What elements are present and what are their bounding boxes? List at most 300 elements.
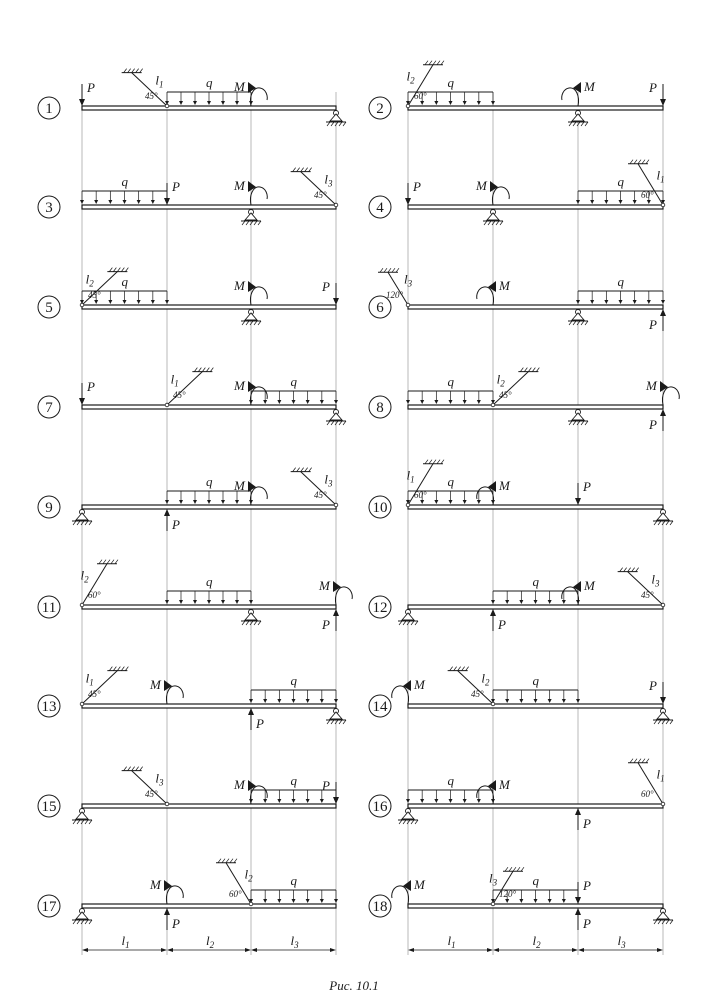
support-triangle [330,114,342,121]
figure-caption: Рис. 10.1 [329,978,379,993]
support-hatch [85,920,88,924]
load-arrow-head [221,101,225,105]
rod-fixed-hatch [520,368,523,372]
load-label-q-symbol: q [290,374,297,389]
support-hatch [662,521,665,525]
dimension-arrow-right [657,948,663,952]
support-triangle [657,513,669,520]
force-arrow-head [333,298,339,305]
rod-hinge-bottom [406,303,410,307]
rod-length-label-index: 2 [84,574,89,585]
point-force-second [575,908,591,931]
support-hatch [335,421,338,425]
support-hatch [654,920,657,924]
load-arrow-head [179,500,183,504]
load-arrow-head [633,200,637,204]
load-arrow-head [562,899,566,903]
moment-label-M [413,877,426,892]
dimension-arrow-right [330,948,336,952]
point-force [248,708,264,731]
force-label-P-symbol: P [583,479,591,494]
force-label-P-symbol: P [413,179,421,194]
support-triangle [572,313,584,320]
moment-label-M-symbol: M [234,278,245,293]
load-arrow-head [420,500,424,504]
rod-angle-label: 45° [471,689,484,699]
rod-length-label [407,68,416,85]
force-arrow-head [660,697,666,704]
rod-angle-label: 60° [88,590,101,600]
load-arrow-head [165,500,169,504]
load-label-q-symbol: q [447,474,454,489]
beam [82,704,336,708]
load-label-q-symbol: q [121,274,128,289]
distributed-load [491,574,580,604]
support-hatch [343,122,346,126]
moment-label-M [645,378,658,393]
load-label-q [206,474,213,489]
inclined-rod [80,560,118,607]
moment-label-M [233,79,246,94]
rod-fixed-hatch [513,867,516,871]
rod-fixed-hatch [433,61,436,65]
load-arrow-head [604,200,608,204]
load-label-q [206,574,213,589]
beam [408,505,663,509]
load-label-q-symbol: q [206,75,213,90]
support-hatch [411,621,414,625]
load-arrow-head [576,300,580,304]
rod-fixed-hatch [630,759,633,763]
rod-fixed-hatch [454,667,457,671]
rod-fixed-hatch [103,560,106,564]
span-label [618,933,627,950]
force-label-P [582,878,591,893]
moment-label-M-symbol: M [584,578,595,593]
moment-label-M-symbol: M [499,478,510,493]
load-arrow-head [263,400,267,404]
scheme-number: 2 [376,101,384,117]
moment-arrow-head [248,181,256,192]
moment-arc [662,387,679,405]
load-arrow-head [519,899,523,903]
moment-label-M [498,777,511,792]
scheme-3 [38,168,338,225]
support-hatch [85,820,88,824]
support-hatch [254,221,257,225]
load-arrow-head [94,200,98,204]
rod-fixed-hatch [305,168,308,172]
scheme-number: 18 [372,899,388,915]
load-arrow-head [108,200,112,204]
scheme-18 [369,867,673,931]
moment-arrow-head [248,481,256,492]
support-hatch [403,621,406,625]
load-arrow-head [619,300,623,304]
scheme-number: 13 [41,699,57,715]
rod-length-label [407,467,415,484]
rod-length-label-index: 1 [660,773,665,784]
moment-arc [392,886,409,904]
rod-hinge-bottom [165,104,169,108]
load-arrow-head [449,400,453,404]
support-hatch [242,321,245,325]
support-triangle [402,613,414,620]
rod-fixed-hatch [642,759,645,763]
load-arrow-head [562,600,566,604]
load-arrow-head [406,400,410,404]
load-arrow-head [477,400,481,404]
rod-length-label-symbol: l [155,72,159,88]
rod-hinge-bottom [334,203,338,207]
scheme-9 [38,468,338,532]
rod-length-label-symbol: l [170,371,175,387]
support-hatch [670,920,673,924]
force-arrow-head [575,897,581,904]
rod-angle-label: 45° [499,390,512,400]
force-label-P [582,479,591,494]
moment-arrow-head [403,880,411,891]
load-label-q [618,174,625,189]
support-hatch [77,521,80,525]
scheme-number: 16 [372,799,388,815]
moment-label-M-symbol: M [150,677,161,692]
rod-fixed-hatch [113,268,116,272]
force-arrow-head [575,808,581,815]
scheme-2 [369,61,666,126]
rod-length-label [81,567,90,584]
support-hatch [339,720,342,724]
rod-fixed-hatch [124,69,127,73]
rod-angle-label: 45° [314,490,327,500]
force-label-P-symbol: P [583,916,591,931]
moment-arrow-head [488,780,496,791]
rod-fixed-hatch [524,368,527,372]
point-force [575,808,591,831]
scheme-17 [38,859,338,931]
support-hatch [581,122,584,126]
point-force [164,908,180,931]
rod-fixed-hatch [384,268,387,272]
scheme-6 [369,268,666,332]
force-label-P-symbol: P [172,517,180,532]
support-hatch [670,720,673,724]
moment-arrow-head [660,381,668,392]
support-hatch [666,720,669,724]
load-label-q-symbol: q [290,873,297,888]
rod-fixed-hatch [121,268,124,272]
load-arrow-head [292,799,296,803]
moment-label-M-symbol: M [234,178,245,193]
support-hatch [331,122,334,126]
support-hatch [81,521,84,525]
force-arrow-head [164,908,170,915]
rod-fixed-hatch [396,268,399,272]
dimension-arrow-right [161,948,167,952]
rod-fixed-hatch [132,69,135,73]
rod-fixed-hatch [429,61,432,65]
force-label-P [648,678,657,693]
rod-hinge-bottom [165,802,169,806]
dimension-arrow-right [572,948,578,952]
moment-arrow-head [248,82,256,93]
load-arrow-head [179,101,183,105]
support-hatch [569,421,572,425]
support-hatch [670,521,673,525]
dimension-arrow-right [245,948,251,952]
load-label-q-symbol: q [206,574,213,589]
rod-fixed-hatch [210,368,213,372]
inclined-rod [291,168,338,207]
rod-fixed-hatch [441,460,444,464]
rod-length-label [324,471,333,488]
rod-length-label-symbol: l [155,770,159,786]
scheme-8 [369,368,679,432]
load-label-q-symbol: q [617,274,624,289]
load-arrow-head [548,600,552,604]
load-arrow-head [463,400,467,404]
load-label-q [448,773,455,788]
load-label-q-symbol: q [617,174,624,189]
load-arrow-head [519,600,523,604]
load-arrow-head [207,500,211,504]
load-arrow-head [463,500,467,504]
rod-angle-label: 45° [641,590,654,600]
support-hatch [331,720,334,724]
support-hatch [258,621,261,625]
rod-fixed-hatch [218,859,221,863]
moment-label-M [475,178,488,193]
load-label-q [291,873,298,888]
force-label-P-symbol: P [322,617,330,632]
support-hatch [73,920,76,924]
support-hatch [343,720,346,724]
force-arrow-head [164,509,170,516]
support-hatch [500,221,503,225]
support-hatch [407,621,410,625]
rod-fixed-hatch [532,368,535,372]
rod-length-label-symbol: l [80,567,85,583]
load-arrow-head [221,600,225,604]
scheme-15 [38,767,339,824]
dimension-arrow-left [578,948,584,952]
rod-fixed-hatch [136,767,139,771]
rod-length-label-symbol: l [406,68,411,84]
distributed-load [80,174,169,204]
rod-fixed-hatch [132,767,135,771]
rod-length-label-index: 2 [484,677,490,688]
load-arrow-head [277,400,281,404]
load-arrow-head [434,400,438,404]
support-hatch [335,720,338,724]
support-hatch [77,820,80,824]
moment [392,877,426,904]
rod-fixed-hatch [136,69,139,73]
rod-length-label-index: 1 [660,174,665,185]
load-label-q [533,574,540,589]
force-arrow-head [164,198,170,205]
rod-fixed-hatch [305,468,308,472]
support-triangle [657,912,669,919]
rod-hinge-bottom [491,702,495,706]
moment-label-M [498,278,511,293]
load-arrow-head [647,300,651,304]
moment-arc [250,487,267,505]
rod-length-label-symbol: l [406,467,411,483]
load-arrow-head [477,799,481,803]
load-arrow-head [263,799,267,803]
rod-fixed-hatch [646,160,649,164]
point-force [79,379,95,405]
load-arrow-head [420,400,424,404]
rod-hinge-bottom [165,403,169,407]
span-label-index: 1 [451,940,456,950]
load-arrow-head [277,899,281,903]
inclined-rod [291,468,338,507]
rod-length-label-index: 3 [492,877,498,888]
rod-length-label-symbol: l [244,866,249,882]
rod-fixed-hatch [109,667,112,671]
load-label-q-symbol: q [290,773,297,788]
rod-fixed-hatch [437,61,440,65]
load-label-q [448,474,455,489]
load-arrow-head [661,300,665,304]
force-arrow-head [660,409,666,416]
span-label [533,933,542,950]
force-label-P-symbol: P [322,778,330,793]
support-hatch [73,521,76,525]
support-hatch [258,321,261,325]
force-label-P-symbol: P [172,179,180,194]
load-arrow-head [235,600,239,604]
force-label-P-symbol: P [498,617,506,632]
rod-length-label-index: 2 [410,75,415,86]
load-arrow-head [165,600,169,604]
load-label-q-symbol: q [290,673,297,688]
rod-length-label-symbol: l [85,670,90,686]
rod-fixed-hatch [392,268,395,272]
load-label-q [122,274,129,289]
rod-fixed-hatch [293,168,296,172]
support-hatch [577,321,580,325]
rod-length-label [155,72,163,89]
load-label-q-symbol: q [532,574,539,589]
support-triangle [245,613,257,620]
moment-arc [250,88,267,106]
rod-fixed-hatch [109,268,112,272]
support-hatch [654,720,657,724]
load-arrow-head [548,699,552,703]
load-arrow-head [207,101,211,105]
point-force [405,179,421,205]
rod-length-label-index: 1 [158,79,164,90]
rod-length-label [324,171,333,188]
rod-fixed-hatch [425,61,428,65]
rod-angle-label: 60° [641,190,654,200]
rod-fixed-hatch [624,568,627,572]
scheme-number: 15 [41,799,57,815]
rod-fixed-hatch [206,368,209,372]
support-hatch [327,720,330,724]
moment-label-M [233,278,246,293]
rod-angle-label: 60° [414,91,427,101]
force-label-P [171,916,180,931]
load-arrow-head [590,300,594,304]
load-arrow-head [449,799,453,803]
moment [475,178,509,205]
beam [82,505,336,509]
scheme-number: 17 [41,899,57,915]
rod-fixed-hatch [433,460,436,464]
rod-fixed-hatch [466,667,469,671]
support-hatch [81,820,84,824]
moment-arc [562,88,579,106]
moment-label-M [149,877,162,892]
support-hatch [654,521,657,525]
rod-fixed-hatch [437,460,440,464]
support-hatch [658,521,661,525]
load-arrow-head [491,600,495,604]
support-hatch [577,421,580,425]
moment-arrow-head [333,581,341,592]
moment-label-M [583,79,596,94]
load-arrow-head [108,300,112,304]
load-arrow-head [137,300,141,304]
moment-arrow-head [164,880,172,891]
point-force [648,409,666,432]
load-label-q-symbol: q [447,75,454,90]
moment-arrow-head [248,381,256,392]
load-arrow-head [306,699,310,703]
load-arrow-head [449,500,453,504]
rod-fixed-hatch [111,560,114,564]
rod-fixed-hatch [140,767,143,771]
span-label-index: 2 [536,940,541,950]
load-arrow-head [320,799,324,803]
beam [82,305,336,309]
scheme-16 [369,759,665,831]
scheme-number: 9 [45,500,53,516]
load-arrow-head [193,500,197,504]
span-label [206,933,215,950]
load-arrow-head [463,101,467,105]
rod-length-label-index: 2 [89,278,94,289]
load-label-q [533,873,540,888]
force-arrow-head [333,609,339,616]
moment-label-M-symbol: M [234,79,245,94]
scheme-number: 4 [376,200,384,216]
scheme-12 [369,568,665,632]
support-triangle [245,213,257,220]
load-arrow-head [334,400,338,404]
load-arrow-head [463,799,467,803]
load-label-q [291,773,298,788]
rod-hinge-bottom [334,503,338,507]
scheme-5 [38,268,339,325]
support-triangle [572,413,584,420]
rod-fixed-hatch [202,368,205,372]
force-label-P [648,317,657,332]
rod-fixed-hatch [642,160,645,164]
load-arrow-head [277,799,281,803]
load-label-q [291,374,298,389]
support-triangle [487,213,499,220]
rod-length-label-index: 1 [174,378,179,389]
rod-fixed-hatch [380,268,383,272]
rod-length-label-index: 2 [248,873,253,884]
load-arrow-head [94,300,98,304]
rod-length-label-index: 3 [407,278,413,289]
